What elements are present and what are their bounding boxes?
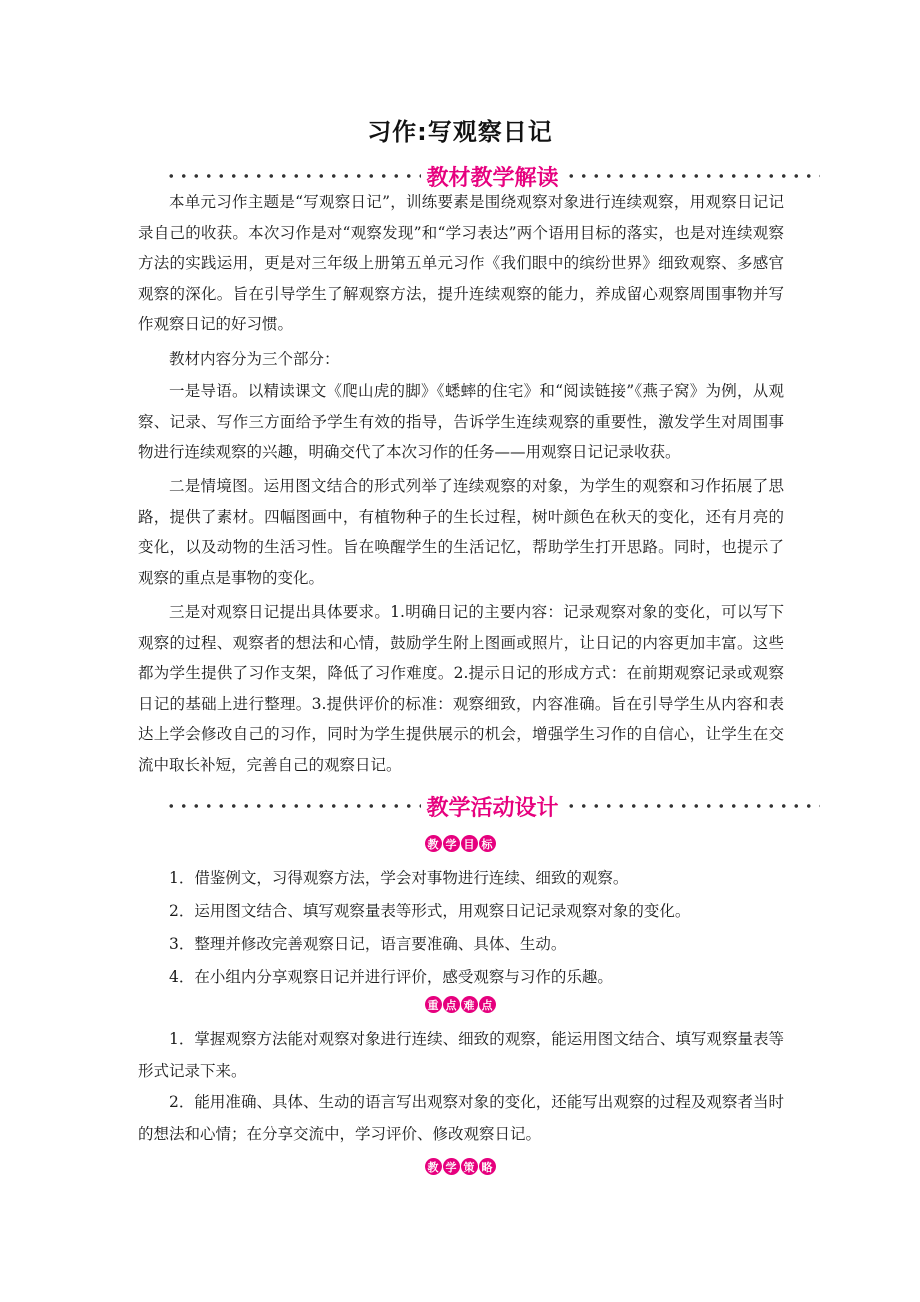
section-heading: 教材教学解读: [426, 165, 559, 191]
badge-char: 目: [461, 835, 478, 852]
paragraph-part-two: 二是情境图。运用图文结合的形式列举了连续观察的对象，为学生的观察和习作拓展了思路，提供了素材。四幅图画中，有植物种子的生长过程，树叶颜色在秋天的变化，还有月亮的变化，以及动物的生活习性。旨在唤醒学生的生活记忆，帮助学生打开思路。同时，也提示了观察的重点是事物的变化。: [138, 477, 784, 587]
paragraph-intro: 本单元习作主题是“写观察日记”，训练要素是围绕观察对象进行连续观察，用观察日记记录自己的收获。本次习作是对“观察发现”和“学习表达”两个语用目标的落实，也是对连续观察方法的实践运用，更是对三年级上册第五单元习作《我们眼中的缤纷世界》细致观察、多感官观察的深化。旨在引导学生了解观察方法，提升连续观察的能力，养成留心观察周围事物并写作观察日记的好习惯。: [138, 193, 784, 333]
dotted-divider-right: [565, 804, 821, 808]
badge-char: 难: [461, 996, 478, 1013]
section-heading: 教学活动设计: [426, 795, 559, 821]
badge-char: 点: [443, 996, 460, 1013]
badge-char: 标: [479, 835, 496, 852]
goal-item-4: 4．在小组内分享观察日记并进行评价，感受观察与习作的乐趣。: [169, 968, 613, 986]
paragraph-content-overview: 教材内容分为三个部分：: [169, 350, 340, 368]
section-header-activity-design: [165, 788, 820, 824]
badge-char: 策: [461, 1158, 478, 1175]
dotted-divider-left: [165, 804, 421, 808]
key-point-2: 2．能用准确、具体、生动的语言写出观察对象的变化，还能写出观察的过程及观察者当时的想法和心情；在分享交流中，学习评价、修改观察日记。: [138, 1093, 784, 1143]
goal-item-2: 2．运用图文结合、填写观察量表等形式，用观察日记记录观察对象的变化。: [169, 902, 691, 920]
dotted-divider-left: [165, 174, 421, 178]
badge-char: 学: [443, 1158, 460, 1175]
badge-key-difficult-points: [0, 996, 920, 1013]
badge-char: 重: [425, 996, 442, 1013]
badge-teaching-strategy: [0, 1158, 920, 1175]
badge-char: 学: [443, 835, 460, 852]
paragraph-part-three: 三是对观察日记提出具体要求。1.明确日记的主要内容：记录观察对象的变化，可以写下观察的过程、观察者的想法和心情，鼓励学生附上图画或照片，让日记的内容更加丰富。这些都为学生提供了习作支架，降低了习作难度。2.提示日记的形成方式：在前期观察记录或观察日记的基础上进行整理。3.提供评价的标准：观察细致，内容准确。旨在引导学生从内容和表达上学会修改自己的习作，同时为学生提供展示的机会，增强学生习作的自信心，让学生在交流中取长补短，完善自己的观察日记。: [138, 603, 784, 774]
page-title: 习作:写观察日记: [367, 118, 553, 146]
badge-char: 教: [425, 1158, 442, 1175]
goal-item-1: 1．借鉴例文，习得观察方法，学会对事物进行连续、细致的观察。: [169, 869, 629, 887]
goal-item-3: 3．整理并修改完善观察日记，语言要准确、具体、生动。: [169, 935, 567, 953]
badge-char: 略: [479, 1158, 496, 1175]
badge-teaching-goals: [0, 835, 920, 852]
key-point-1: 1．掌握观察方法能对观察对象进行连续、细致的观察，能运用图文结合、填写观察量表等形式记录下来。: [138, 1030, 784, 1080]
badge-char: 教: [425, 835, 442, 852]
dotted-divider-right: [565, 174, 821, 178]
badge-char: 点: [479, 996, 496, 1013]
paragraph-part-one: 一是导语。以精读课文《爬山虎的脚》《蟋蟀的住宅》和“阅读链接”《燕子窝》为例，从观察、记录、写作三方面给予学生有效的指导，告诉学生连续观察的重要性，激发学生对周围事物进行连续观察的兴趣，明确交代了本次习作的任务——用观察日记记录收获。: [138, 382, 784, 461]
